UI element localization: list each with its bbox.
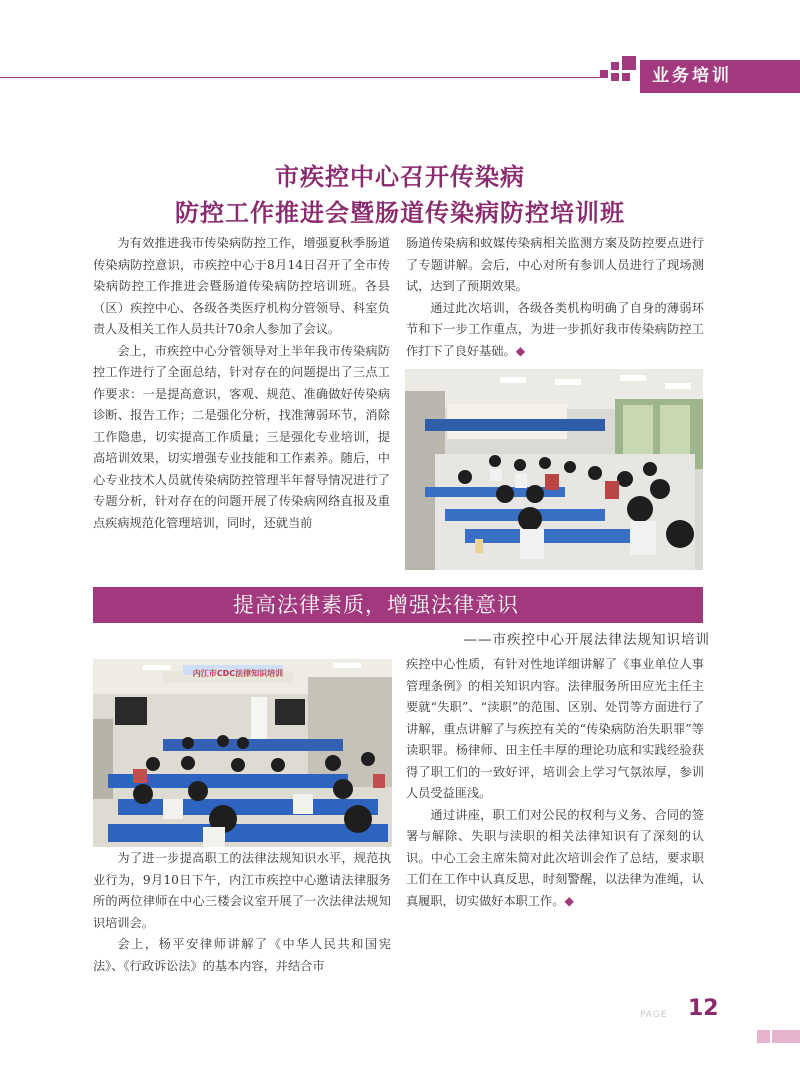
- end-mark-icon: ◆: [564, 893, 574, 908]
- paragraph: 为有效推进我市传染病防控工作，增强夏秋季肠道传染病防控意识，市疾控中心于8月14日召开了全市传染病防控工作推进会暨肠道传染病防控培训班。各县（区）疾控中心、各级各类医疗机构分管领导、科室负责人及相关工作人员共计70余人参加了会议。: [93, 236, 390, 336]
- header-rule: [0, 77, 600, 78]
- page-number: 12: [688, 996, 719, 1021]
- end-mark-icon: ◆: [515, 343, 526, 358]
- header-square-decoration: [611, 62, 619, 70]
- article-1-left-column: [93, 233, 390, 534]
- article-2-banner-title: 提高法律素质，增强法律意识: [93, 587, 703, 623]
- paragraph: 肠道传染病和蚊媒传染病相关监测方案及防控要点进行了专题讲解。会后，中心对所有参训人员进行了现场测试，达到了预期效果。: [406, 236, 704, 293]
- article-title-line-1: 市疾控中心召开传染病: [275, 163, 525, 191]
- paragraph: [406, 805, 704, 913]
- training-room-illustration: [405, 369, 703, 570]
- footer-decoration-square: [757, 1030, 770, 1043]
- paragraph: 为了进一步提高职工的法律法规知识水平，规范执业行为，9月10日下午，内江市疾控中心邀请法律服务所的两位律师在中心三楼会议室开展了一次法律法规知识培训会。: [93, 851, 391, 930]
- paragraph-text: 通过此次培训，各级各类机构明确了自身的薄弱环节和下一步工作重点，为进一步抓好我市传染病防控工作打下了良好基础。: [406, 300, 704, 358]
- header-square-decoration: [600, 70, 608, 78]
- header-square-decoration: [622, 56, 636, 70]
- paragraph: [406, 298, 704, 363]
- paragraph-text: 通过讲座，职工们对公民的权利与义务、合同的签署与解除、失职与渎职的相关法律知识有了深刻的认识。中心工会主席朱简对此次培训会作了总结，要求职工们在工作中认真反思，时刻警醒，以法律为准绳，认真履职，切实做好本职工作。: [406, 807, 704, 908]
- article-1-right-column: [406, 233, 704, 362]
- article-title-line-2: 防控工作推进会暨肠道传染病防控培训班: [175, 199, 625, 227]
- paragraph: 会上，市疾控中心分管领导对上半年我市传染病防控工作进行了全面总结，针对存在的问题提出了三点工作要求：一是提高意识，客观、规范、准确做好传染病诊断、报告工作；二是强化分析，找准薄弱环节，消除工作隐患，切实提高工作质量；三是强化专业培训，提高培训效果，切实增强专业技能和工作素养。随后，中心专业技术人员就传染病防控管理半年督导情况进行了专题分析，针对存在的问题开展了传染病网络直报及重点疾病规范化管理培训，同时，还就当前: [93, 343, 390, 530]
- page-label: PAGE: [640, 1010, 668, 1020]
- article-2-subtitle: ——市疾控中心开展法律法规知识培训: [463, 632, 710, 648]
- lecture-room-illustration: [93, 659, 392, 847]
- section-label: 业务培训: [640, 60, 800, 93]
- header-square-decoration: [611, 73, 619, 81]
- footer-decoration-square: [772, 1030, 800, 1043]
- header-square-decoration: [622, 73, 630, 81]
- paragraph: 会上，杨平安律师讲解了《中华人民共和国宪法》、《行政诉讼法》的基本内容，并结合市: [93, 937, 391, 973]
- lecture-photo: [93, 659, 392, 847]
- training-room-photo: [405, 369, 703, 570]
- article-2-right-column: [406, 654, 704, 912]
- slide-caption: 内江市CDC法律知识培训: [192, 669, 284, 678]
- article-2-left-column: [93, 848, 391, 977]
- paragraph: 疾控中心性质，有针对性地详细讲解了《事业单位人事管理条例》的相关知识内容。法律服务所田应光主任主要就“失职”、“渎职”的范围、区别、处罚等方面进行了讲解，重点讲解了与疾控有关的“传染病防治失职罪”等读职罪。杨律师、田主任丰厚的理论功底和实践经验获得了职工们的一致好评，培训会上学习气氛浓厚，参训人员受益匪浅。: [406, 657, 704, 800]
